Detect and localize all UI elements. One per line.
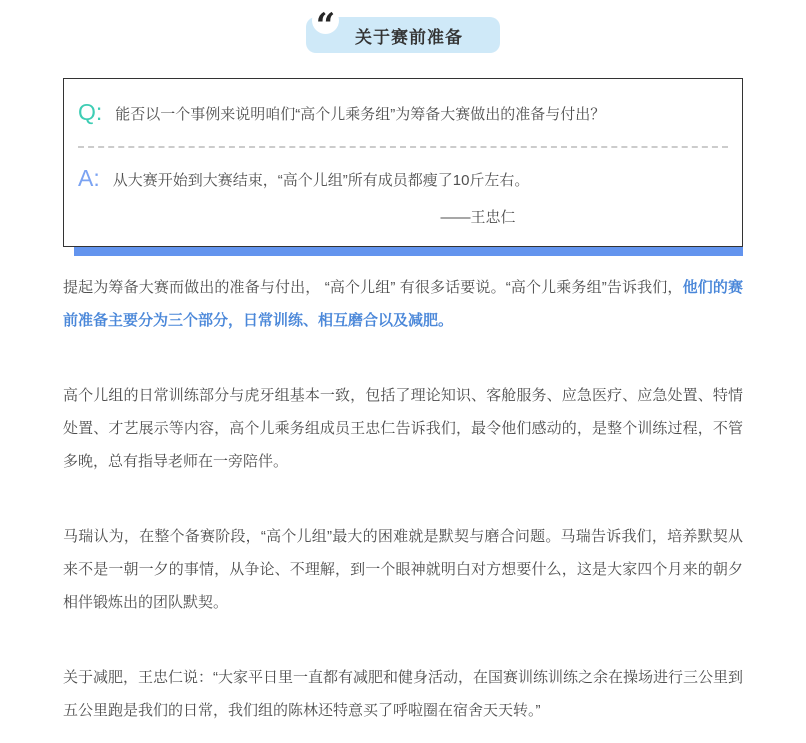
dashed-divider — [78, 146, 728, 148]
paragraph-1-highlight: 他们的赛前准备主要分为三个部分，日常训练、相互磨合以及减肥。 — [63, 279, 743, 329]
question-text: 能否以一个事例来说明咱们“高个儿乘务组”为筹备大赛做出的准备与付出？ — [115, 106, 606, 123]
paragraph-1 — [63, 271, 743, 337]
paragraph-3: 马瑞认为，在整个备赛阶段，“高个儿组”最大的困难就是默契与磨合问题。马瑞告诉我们，培养默契从来不是一朝一夕的事情，从争论、不理解，到一个眼神就明白对方想要什么，这是大家四个月来的朝夕相伴锻炼出的团队默契。 — [63, 528, 743, 611]
answer-text: 从大赛开始到大赛结束，“高个儿组”所有成员都瘦了10斤左右。 — [112, 172, 530, 189]
double-quote-icon — [312, 6, 339, 46]
paragraph-4: 关于减肥，王忠仁说：“大家平日里一直都有减肥和健身活动，在国赛训练训练之余在操场进行三公里到五公里跑是我们的日常，我们组的陈林还特意买了呼啦圈在宿舍天天转。” — [63, 669, 743, 719]
section-title — [0, 6, 806, 53]
accent-bar — [74, 247, 743, 256]
article-body — [63, 271, 743, 727]
answer-label: A: — [78, 165, 100, 191]
qa-card — [63, 78, 743, 247]
question-label: Q: — [78, 99, 103, 125]
paragraph-2: 高个儿组的日常训练部分与虎牙组基本一致，包括了理论知识、客舱服务、应急医疗、应急处置、特情处置、才艺展示等内容，高个儿乘务组成员王忠仁告诉我们，最令他们感动的，是整个训练过程，不管多晚，总有指导老师在一旁陪伴。 — [63, 387, 743, 470]
answer-row — [78, 166, 728, 193]
section-title-text: 关于赛前准备 — [355, 27, 463, 47]
double-quote-glyph: “ — [315, 6, 336, 46]
section-title-box — [306, 6, 500, 53]
attribution: ——王忠仁 — [440, 209, 516, 226]
content-column — [63, 78, 743, 727]
paragraph-1-text: 提起为筹备大赛而做出的准备与付出， “高个儿组” 有很多话要说。“高个儿乘务组”告诉我们， — [63, 279, 683, 296]
question-row — [78, 100, 728, 127]
